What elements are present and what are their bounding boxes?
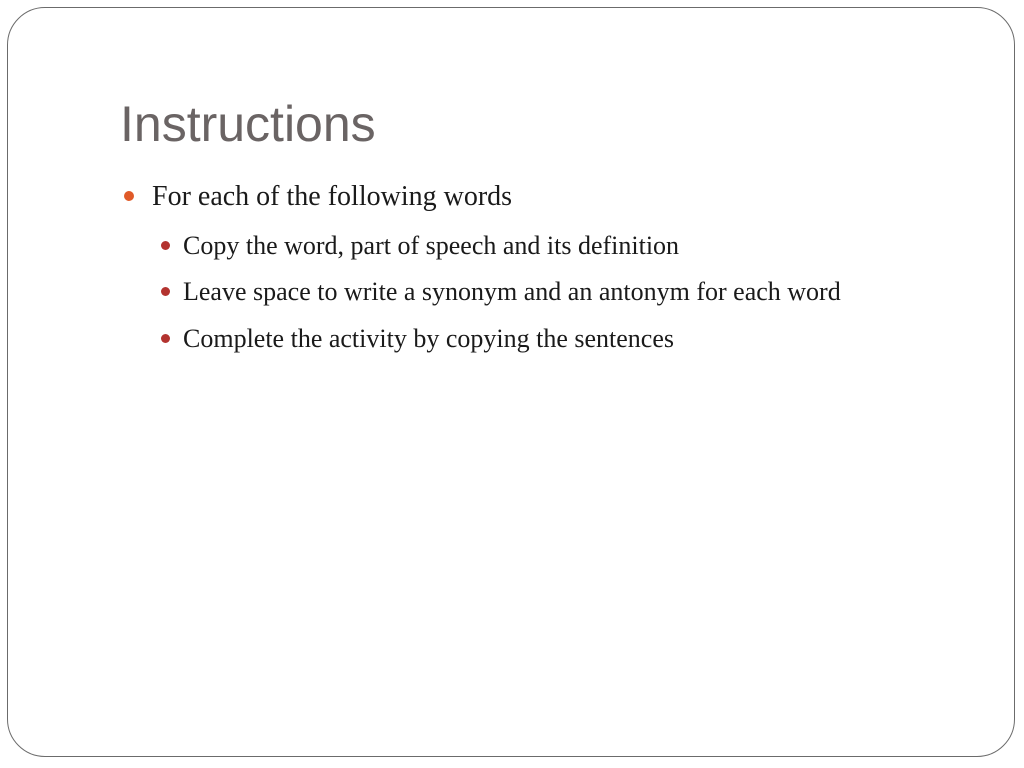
bullet-item-level-2 bbox=[183, 229, 679, 263]
slide-title: Instructions bbox=[120, 96, 376, 152]
bullet-text: Complete the activity by copying the sentences bbox=[183, 324, 674, 353]
bullet-text: For each of the following words bbox=[152, 181, 513, 212]
bullet-item-level-2 bbox=[183, 275, 841, 309]
bullet-dot-icon bbox=[161, 287, 170, 296]
bullet-item-level-1 bbox=[152, 178, 512, 216]
bullet-text: Copy the word, part of speech and its definition bbox=[183, 231, 680, 260]
bullet-dot-icon bbox=[124, 191, 134, 201]
slide bbox=[7, 7, 1015, 757]
bullet-item-level-2 bbox=[183, 322, 674, 356]
bullet-text: Leave space to write a synonym and an antonym for each word bbox=[183, 277, 841, 306]
bullet-dot-icon bbox=[161, 241, 170, 250]
bullet-dot-icon bbox=[161, 334, 170, 343]
